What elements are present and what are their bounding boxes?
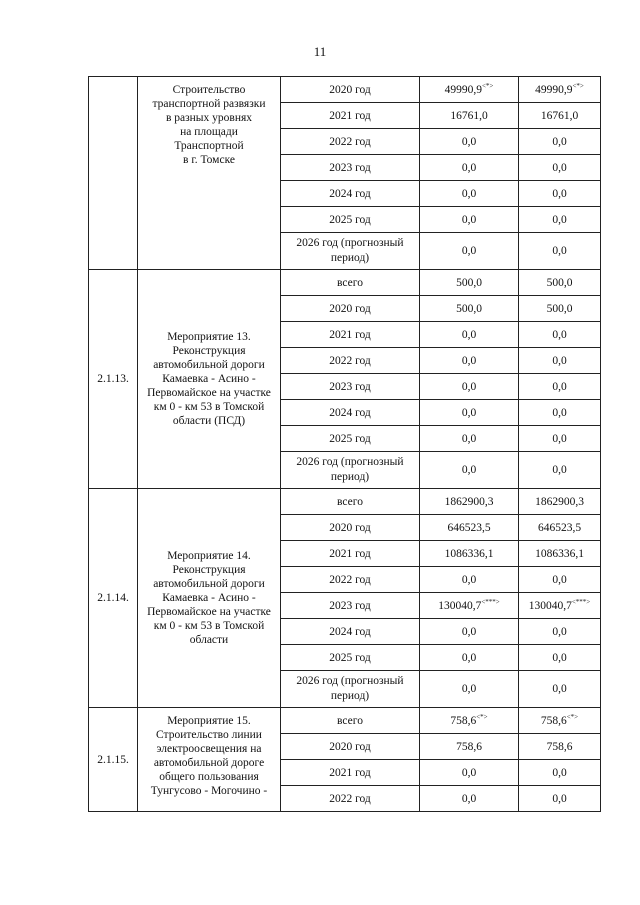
value-cell-2 (519, 452, 601, 489)
value-cell-2 (519, 708, 601, 734)
value-text: 16761,0 (540, 109, 579, 122)
value-cell-1 (420, 541, 519, 567)
value-text: 0,0 (552, 651, 567, 664)
period-cell: всего (281, 270, 420, 296)
value-cell-2 (519, 296, 601, 322)
value-text: 500,0 (456, 302, 482, 315)
period-cell: 2020 год (281, 734, 420, 760)
measure-number: 2.1.15. (89, 708, 138, 812)
value-cell-1 (420, 734, 519, 760)
value-text: 0,0 (461, 354, 477, 367)
period-cell: 2022 год (281, 786, 420, 812)
value-text: 1862900,3 (535, 495, 584, 508)
value-cell-2 (519, 760, 601, 786)
value-cell-2 (519, 270, 601, 296)
value-text: 0,0 (461, 245, 477, 257)
value-text: 758,6 (540, 714, 567, 727)
value-text: 0,0 (552, 135, 567, 148)
value-cell-2 (519, 400, 601, 426)
value-cell-2 (519, 515, 601, 541)
value-text: 0,0 (552, 625, 567, 638)
value-text: 0,0 (461, 625, 477, 638)
funding-table (88, 76, 601, 812)
value-text: 0,0 (552, 464, 567, 476)
value-text: 500,0 (546, 302, 573, 315)
measure-description: Строительство транспортной развязки в разных уровнях на площади Транспортной в г. Томске (138, 77, 281, 270)
value-text: 646523,5 (537, 521, 582, 534)
value-cell-1 (420, 786, 519, 812)
period-cell: 2025 год (281, 207, 420, 233)
value-cell-1 (420, 129, 519, 155)
value-text: 0,0 (552, 328, 567, 341)
value-cell-2 (519, 181, 601, 207)
value-text: 0,0 (461, 406, 477, 419)
table-row (89, 77, 601, 103)
value-cell-1 (420, 760, 519, 786)
value-cell-1 (420, 708, 519, 734)
period-cell: всего (281, 708, 420, 734)
value-cell-2 (519, 348, 601, 374)
value-cell-2 (519, 734, 601, 760)
value-text: 0,0 (552, 792, 567, 805)
value-text: 16761,0 (450, 109, 488, 122)
value-cell-2 (519, 489, 601, 515)
value-cell-1 (420, 270, 519, 296)
value-cell-2 (519, 593, 601, 619)
value-text: 1862900,3 (444, 495, 494, 508)
period-cell: всего (281, 489, 420, 515)
value-cell-2 (519, 645, 601, 671)
value-text: 0,0 (461, 187, 477, 200)
value-text: 0,0 (552, 406, 567, 419)
period-cell: 2020 год (281, 77, 420, 103)
period-cell: 2024 год (281, 619, 420, 645)
footnote-mark: <***> (481, 597, 500, 606)
value-cell-1 (420, 155, 519, 181)
value-cell-1 (420, 515, 519, 541)
period-cell: 2026 год (прогнозный период) (281, 671, 420, 708)
value-cell-1 (420, 181, 519, 207)
value-cell-1 (420, 671, 519, 708)
measure-description: Мероприятие 13. Реконструкция автомобильной дороги Камаевка - Асино - Первомайское на участке км 0 - км 53 в Томской области (ПСД) (138, 270, 281, 489)
value-text: 758,6 (450, 714, 477, 727)
value-cell-1 (420, 233, 519, 270)
value-text: 0,0 (552, 380, 567, 393)
value-text: 0,0 (552, 432, 567, 445)
period-cell: 2021 год (281, 760, 420, 786)
value-text: 0,0 (552, 213, 567, 226)
value-cell-2 (519, 207, 601, 233)
value-cell-1 (420, 348, 519, 374)
value-text: 500,0 (546, 276, 573, 289)
period-cell: 2022 год (281, 348, 420, 374)
period-cell: 2024 год (281, 400, 420, 426)
value-cell-1 (420, 374, 519, 400)
value-cell-1 (420, 567, 519, 593)
value-cell-2 (519, 322, 601, 348)
value-text: 0,0 (461, 432, 477, 445)
value-cell-2 (519, 671, 601, 708)
value-cell-1 (420, 207, 519, 233)
value-text: 0,0 (552, 187, 567, 200)
value-cell-2 (519, 786, 601, 812)
period-cell: 2020 год (281, 296, 420, 322)
value-text: 49990,9 (444, 83, 482, 96)
value-text: 0,0 (552, 766, 567, 779)
measure-number: 2.1.13. (89, 270, 138, 489)
value-cell-2 (519, 541, 601, 567)
value-text: 0,0 (552, 573, 567, 586)
value-text: 0,0 (552, 354, 567, 367)
value-text: 0,0 (552, 245, 567, 257)
period-cell: 2022 год (281, 129, 420, 155)
value-text: 646523,5 (447, 521, 491, 534)
value-text: 0,0 (461, 573, 477, 586)
value-text: 1086336,1 (444, 547, 494, 560)
value-cell-1 (420, 296, 519, 322)
page-number: 11 (313, 44, 327, 59)
value-cell-2 (519, 567, 601, 593)
value-cell-1 (420, 77, 519, 103)
value-text: 758,6 (456, 740, 482, 753)
value-cell-1 (420, 322, 519, 348)
value-text: 0,0 (461, 464, 477, 476)
period-cell: 2023 год (281, 374, 420, 400)
footnote-mark: <*> (566, 712, 579, 721)
period-cell: 2020 год (281, 515, 420, 541)
period-cell: 2026 год (прогнозный период) (281, 452, 420, 489)
footnote-mark: <***> (571, 597, 591, 606)
period-cell: 2021 год (281, 103, 420, 129)
value-cell-1 (420, 103, 519, 129)
value-cell-2 (519, 233, 601, 270)
value-cell-1 (420, 452, 519, 489)
value-text: 0,0 (552, 161, 567, 174)
value-cell-2 (519, 77, 601, 103)
value-text: 0,0 (461, 213, 477, 226)
period-cell: 2024 год (281, 181, 420, 207)
measure-number (89, 77, 138, 270)
value-cell-2 (519, 374, 601, 400)
value-cell-1 (420, 426, 519, 452)
value-cell-1 (420, 593, 519, 619)
table-row (89, 489, 601, 515)
period-cell: 2021 год (281, 541, 420, 567)
value-cell-2 (519, 129, 601, 155)
value-text: 758,6 (546, 740, 573, 753)
measure-description: Мероприятие 15. Строительство линии электроосвещения на автомобильной дороге общего пользования Тунгусово - Могочино - (138, 708, 281, 812)
value-text: 0,0 (461, 651, 477, 664)
value-text: 0,0 (461, 135, 477, 148)
measure-description: Мероприятие 14. Реконструкция автомобильной дороги Камаевка - Асино - Первомайское на участке км 0 - км 53 в Томской области (138, 489, 281, 708)
value-text: 49990,9 (535, 83, 573, 96)
value-cell-2 (519, 619, 601, 645)
value-text: 0,0 (461, 161, 477, 174)
value-text: 130040,7 (438, 599, 482, 612)
value-cell-2 (519, 155, 601, 181)
measure-number: 2.1.14. (89, 489, 138, 708)
value-text: 0,0 (461, 683, 477, 695)
table-row (89, 270, 601, 296)
period-cell: 2025 год (281, 426, 420, 452)
value-cell-1 (420, 400, 519, 426)
footnote-mark: <*> (572, 81, 584, 90)
period-cell: 2026 год (прогнозный период) (281, 233, 420, 270)
value-text: 0,0 (552, 683, 567, 695)
period-cell: 2023 год (281, 593, 420, 619)
footnote-mark: <*> (476, 712, 488, 721)
value-cell-1 (420, 645, 519, 671)
period-cell: 2025 год (281, 645, 420, 671)
value-text: 0,0 (461, 792, 477, 805)
value-text: 0,0 (461, 766, 477, 779)
table-row (89, 708, 601, 734)
period-cell: 2022 год (281, 567, 420, 593)
value-cell-2 (519, 103, 601, 129)
value-text: 500,0 (456, 276, 482, 289)
period-cell: 2023 год (281, 155, 420, 181)
value-cell-1 (420, 619, 519, 645)
value-text: 1086336,1 (535, 547, 584, 560)
value-cell-1 (420, 489, 519, 515)
value-text: 0,0 (461, 380, 477, 393)
value-text: 0,0 (461, 328, 477, 341)
value-cell-2 (519, 426, 601, 452)
period-cell: 2021 год (281, 322, 420, 348)
value-text: 130040,7 (528, 599, 572, 612)
footnote-mark: <*> (481, 81, 494, 90)
